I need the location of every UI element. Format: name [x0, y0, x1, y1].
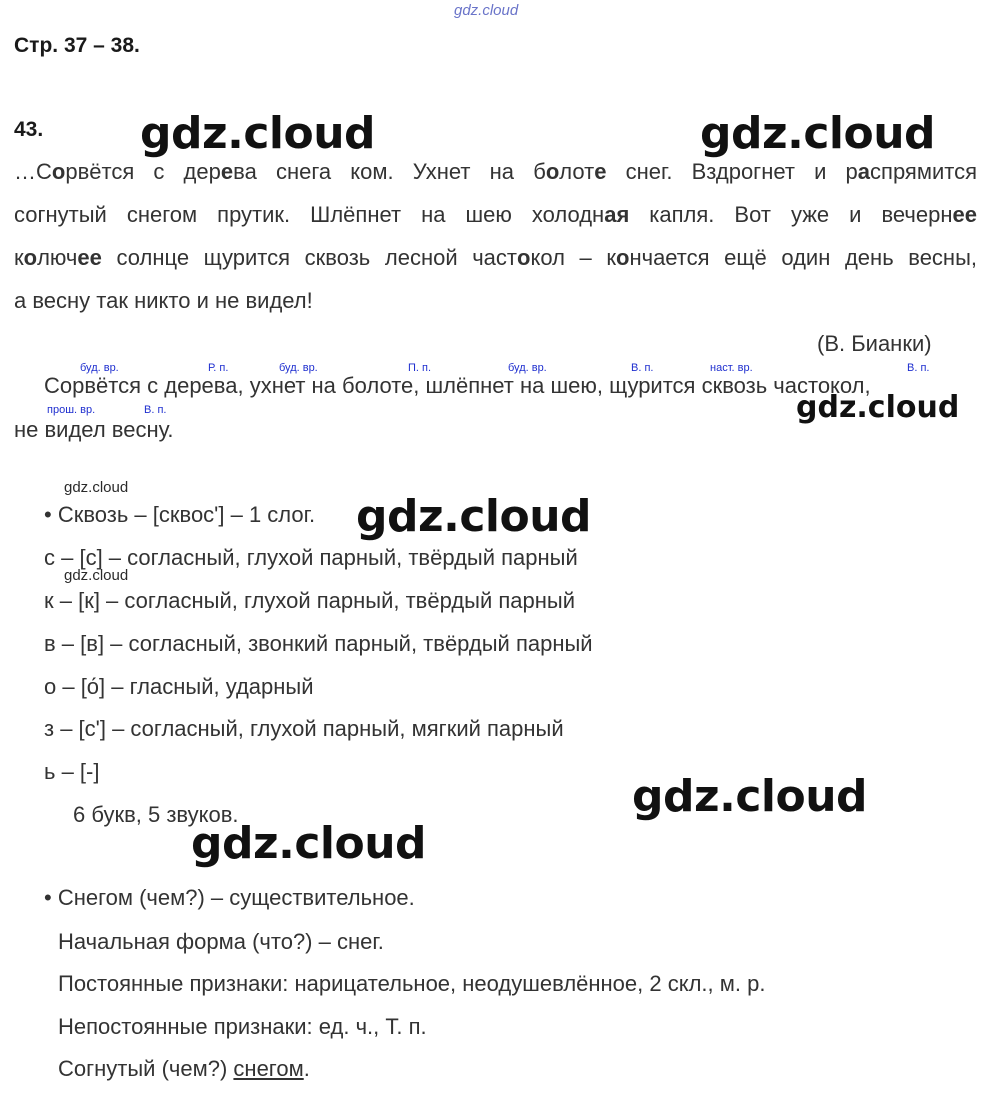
- phrase-lead: Согнутый (чем?): [58, 1056, 234, 1081]
- text-segment: снег. Вздрогнет и р: [606, 159, 858, 184]
- watermark: gdz.cloud: [64, 479, 129, 496]
- grammar-tag: В. п.: [144, 404, 167, 416]
- grammar-tag: Р. п.: [208, 362, 229, 374]
- phonetic-sound: о – [о́] – гласный, ударный: [44, 674, 314, 699]
- page-reference: Стр. 37 – 38.: [14, 34, 140, 57]
- vowel-highlight: о: [616, 245, 630, 270]
- watermark: gdz.cloud: [632, 771, 868, 822]
- passage-line-2: [14, 202, 977, 228]
- watermark: gdz.cloud: [64, 567, 129, 584]
- vowel-highlight: е: [594, 159, 607, 184]
- morph-phrase: [58, 1056, 310, 1082]
- grammar-tag: П. п.: [408, 362, 432, 374]
- watermark: gdz.cloud: [356, 491, 592, 542]
- morph-title: • Снегом (чем?) – существительное.: [44, 885, 415, 910]
- vowel-highlight: о: [517, 245, 531, 270]
- vowel-highlight: о: [545, 159, 560, 184]
- morph-variable-features: Непостоянные признаки: ед. ч., Т. п.: [58, 1014, 427, 1039]
- grammar-tag: буд. вр.: [80, 362, 119, 374]
- text-segment: спрямится: [870, 159, 978, 184]
- text-segment: к: [14, 245, 24, 270]
- grammar-tag: наст. вр.: [710, 362, 753, 374]
- text-segment: люч: [37, 245, 78, 270]
- vowel-highlight: ее: [77, 245, 102, 270]
- analysis-line-2: не видел весну.: [14, 417, 174, 442]
- phonetic-summary: 6 букв, 5 звуков.: [73, 802, 239, 827]
- vowel-highlight: а: [857, 159, 871, 184]
- grammar-tag: В. п.: [907, 362, 930, 374]
- vowel-highlight: ая: [604, 202, 630, 227]
- phrase-end: .: [303, 1056, 310, 1081]
- text-segment: ва снега ком. Ухнет на б: [233, 159, 546, 184]
- text-segment: рвётся с дер: [65, 159, 221, 184]
- passage-line-4: [14, 288, 313, 314]
- watermark: gdz.cloud: [700, 108, 936, 159]
- phonetic-sound: ь – [-]: [44, 759, 100, 784]
- morph-initial-form: Начальная форма (что?) – снег.: [58, 929, 384, 954]
- passage-author: (В. Бианки): [817, 331, 932, 356]
- watermark-top: gdz.cloud: [454, 2, 519, 19]
- grammar-tag: буд. вр.: [279, 362, 318, 374]
- exercise-number: 43.: [14, 118, 44, 141]
- text-segment: солнце щурится сквозь лесной част: [101, 245, 517, 270]
- watermark: gdz.cloud: [140, 108, 376, 159]
- phonetic-title: • Сквозь – [сквос'] – 1 слог.: [44, 502, 316, 527]
- text-segment: лот: [559, 159, 595, 184]
- morph-constant-features: Постоянные признаки: нарицательное, неодушевлённое, 2 скл., м. р.: [58, 971, 766, 996]
- vowel-highlight: о: [51, 159, 66, 184]
- grammar-tag: буд. вр.: [508, 362, 547, 374]
- watermark: gdz.cloud: [796, 390, 960, 425]
- phonetic-sound: в – [в] – согласный, звонкий парный, твёрдый парный: [44, 631, 593, 656]
- phonetic-sound: к – [к] – согласный, глухой парный, твёрдый парный: [44, 588, 576, 613]
- vowel-highlight: о: [23, 245, 38, 270]
- text-segment: согнутый снегом прутик. Шлёпнет на шею холодн: [14, 202, 605, 227]
- text-segment: капля. Вот уже и вечерн: [629, 202, 953, 227]
- passage-line-1: [14, 159, 977, 185]
- vowel-highlight: е: [220, 159, 234, 184]
- grammar-tag: прош. вр.: [47, 404, 96, 416]
- phrase-word-underlined: снегом: [233, 1056, 304, 1081]
- watermark: gdz.cloud: [191, 818, 427, 869]
- passage-line-3: [14, 245, 977, 271]
- text-segment: нчается ещё один день весны,: [629, 245, 978, 270]
- text-segment: а весну так никто и не видел!: [14, 288, 313, 313]
- analysis-line-1: Сорвётся с дерева, ухнет на болоте, шлёпнет на шею, щурится сквозь частокол,: [44, 373, 871, 398]
- text-segment: …С: [14, 159, 52, 184]
- vowel-highlight: ее: [952, 202, 977, 227]
- phonetic-sound: з – [с'] – согласный, глухой парный, мягкий парный: [44, 716, 564, 741]
- text-segment: кол – к: [530, 245, 616, 270]
- grammar-tag: В. п.: [631, 362, 654, 374]
- phonetic-sound: с – [с] – согласный, глухой парный, твёрдый парный: [44, 545, 578, 570]
